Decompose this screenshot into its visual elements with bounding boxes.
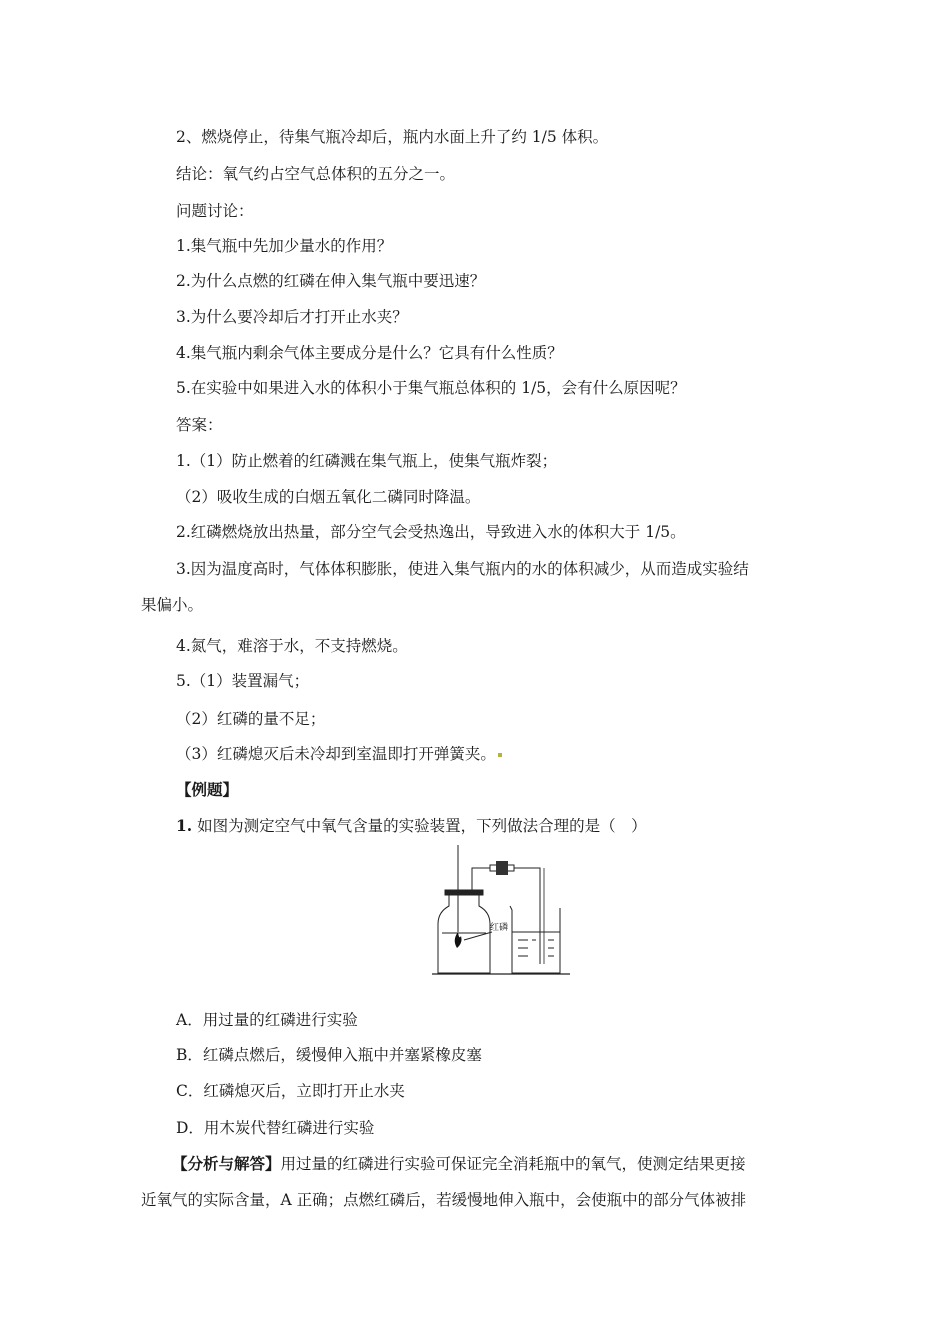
text-line-1: 2、燃烧停止，待集气瓶冷却后，瓶内水面上升了约 1/5 体积。 [176,128,609,146]
example-heading: 【例题】 [176,780,239,799]
connecting-tube [472,868,540,964]
text-line-6: 3.为什么要冷却后才打开止水夹？ [176,308,408,326]
option-d: D．用木炭代替红磷进行实验 [176,1119,375,1137]
text-line-9: 答案： [176,416,223,434]
text-line-16: 5.（1）装置漏气； [176,672,310,690]
option-a: A．用过量的红磷进行实验 [176,1011,358,1029]
text-line-7: 4.集气瓶内剩余气体主要成分是什么？它具有什么性质？ [176,344,563,362]
option-b: B．红磷点燃后，缓慢伸入瓶中并塞紧橡皮塞 [176,1046,482,1064]
text-line-4: 1.集气瓶中先加少量水的作用？ [176,237,393,255]
flame-icon [455,932,462,948]
beaker [510,906,560,973]
gas-bottle [438,890,490,973]
text-line-2: 结论：氧气约占空气总体积的五分之一。 [176,165,456,183]
text-line-15: 4.氮气，难溶于水，不支持燃烧。 [176,637,408,655]
water-clamp-icon [490,861,514,875]
example-question [176,816,647,836]
analysis-text-1: 用过量的红磷进行实验可保证完全消耗瓶中的氧气，使测定结果更接 [280,1155,746,1173]
question-number: 1. [176,816,193,835]
text-line-12: 2.红磷燃烧放出热量，部分空气会受热逸出，导致进入水的体积大于 1/5。 [176,523,686,541]
text-line-14: 果偏小。 [141,596,204,614]
dot-mark [498,753,502,757]
text-line-18 [176,744,502,764]
option-c: C．红磷熄灭后，立即打开止水夹 [176,1082,405,1100]
text-line-11: （2）吸收生成的白烟五氧化二磷同时降温。 [176,488,481,506]
apparatus-figure [432,840,570,980]
text-line-18-content: （3）红磷熄灭后未冷却到室温即打开弹簧夹。 [176,745,496,763]
analysis-line-2: 近氧气的实际含量，A 正确；点燃红磷后，若缓慢地伸入瓶中，会使瓶中的部分气体被排 [141,1191,747,1209]
text-line-13: 3.因为温度高时，气体体积膨胀，使进入集气瓶内的水的体积减少，从而造成实验结 [176,560,749,578]
red-phosphorus-label: 红磷 [490,923,509,933]
analysis-line-1 [172,1154,746,1174]
text-line-3: 问题讨论： [176,202,254,220]
analysis-heading: 【分析与解答】 [172,1154,281,1173]
text-line-5: 2.为什么点燃的红磷在伸入集气瓶中要迅速？ [176,272,486,290]
text-line-10: 1.（1）防止燃着的红磷溅在集气瓶上，使集气瓶炸裂； [176,452,558,470]
text-line-8: 5.在实验中如果进入水的体积小于集气瓶总体积的 1/5，会有什么原因呢？ [176,379,686,397]
question-text: 如图为测定空气中氧气含量的实验装置，下列做法合理的是（ ） [192,817,647,835]
text-line-17: （2）红磷的量不足； [176,710,326,728]
